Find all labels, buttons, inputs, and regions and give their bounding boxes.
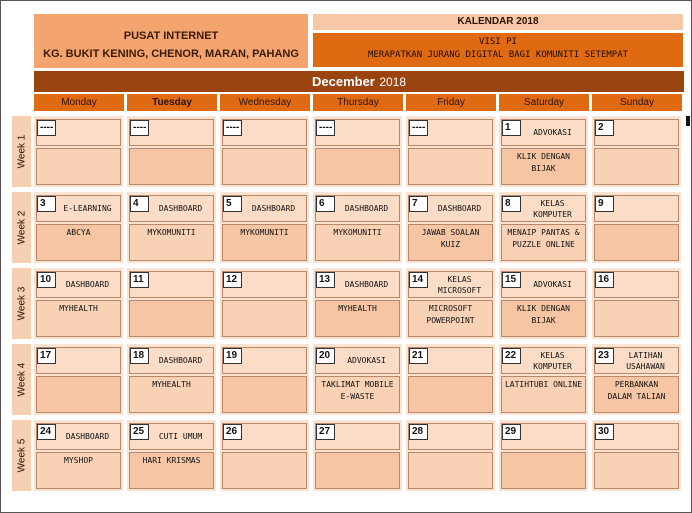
activity-label: DASHBOARD	[158, 356, 203, 365]
program-label: HARI KRISMAS	[142, 456, 201, 465]
date-number: 2	[595, 120, 614, 136]
day-header-sunday: Sunday	[592, 94, 682, 111]
month-year: 2018	[379, 75, 407, 89]
week-label-text: Week 1	[16, 134, 28, 169]
date-number: 28	[409, 424, 428, 440]
program-label: MYSHOP	[64, 456, 93, 465]
program-slot	[594, 148, 679, 185]
program-label: MYKOMUNITI	[333, 228, 382, 237]
activity-slot	[315, 271, 400, 298]
activity-label: LATIHAN USAHAWAN	[626, 350, 665, 371]
day-cell[interactable]	[34, 192, 123, 263]
activity-label	[522, 424, 583, 449]
day-cell[interactable]	[592, 420, 681, 491]
activity-label: E-LEARNING	[63, 204, 112, 213]
program-label: TAKLIMAT MOBILE E-WASTE	[321, 380, 394, 401]
activity-label: DASHBOARD	[344, 204, 389, 213]
activity-slot	[408, 271, 493, 298]
program-slot	[129, 452, 214, 489]
activity-label: KELAS MICROSOFT	[437, 274, 482, 295]
month-bar	[34, 71, 684, 92]
program-slot	[222, 452, 307, 489]
day-header-saturday: Saturday	[499, 94, 589, 111]
week-label	[12, 192, 31, 263]
program-slot	[501, 376, 586, 413]
activity-label	[243, 348, 304, 373]
activity-label: ADVOKASI	[347, 356, 386, 365]
day-cell[interactable]	[406, 192, 495, 263]
date-number: ----	[316, 120, 335, 136]
activity-label	[57, 348, 118, 373]
activity-slot	[36, 347, 121, 374]
day-header-friday: Friday	[406, 94, 496, 111]
activity-slot	[594, 195, 679, 222]
activity-slot	[501, 347, 586, 374]
month-name: December	[311, 74, 375, 89]
program-slot	[315, 376, 400, 413]
day-cell[interactable]	[127, 344, 216, 415]
day-cell[interactable]	[406, 344, 495, 415]
activity-label: KELAS KOMPUTER	[533, 198, 572, 219]
date-number: 27	[316, 424, 335, 440]
program-slot	[36, 148, 121, 185]
activity-slot	[36, 271, 121, 298]
week-label	[12, 116, 31, 187]
day-cell[interactable]	[313, 116, 402, 187]
day-cell[interactable]	[592, 268, 681, 339]
program-slot	[129, 300, 214, 337]
activity-slot	[594, 119, 679, 146]
date-number: ----	[223, 120, 242, 136]
activity-label	[615, 424, 676, 449]
activity-label: DASHBOARD	[251, 204, 296, 213]
date-number: 19	[223, 348, 242, 364]
date-number: 8	[502, 196, 521, 212]
day-cell[interactable]	[220, 192, 309, 263]
activity-slot	[408, 119, 493, 146]
program-slot	[408, 300, 493, 337]
date-number: 23	[595, 348, 614, 364]
program-slot	[408, 452, 493, 489]
program-slot	[36, 452, 121, 489]
day-header-tuesday: Tuesday	[127, 94, 217, 111]
day-cell[interactable]	[34, 116, 123, 187]
week-label-text: Week 2	[16, 210, 28, 245]
activity-label	[336, 120, 397, 145]
day-cell[interactable]	[313, 192, 402, 263]
date-number: 6	[316, 196, 335, 212]
activity-slot	[129, 347, 214, 374]
program-label: MYKOMUNITI	[240, 228, 289, 237]
activity-slot	[129, 195, 214, 222]
activity-label	[429, 120, 490, 145]
activity-label: CUTI UMUM	[158, 432, 203, 441]
day-cell[interactable]	[406, 116, 495, 187]
day-cell[interactable]	[220, 116, 309, 187]
activity-label	[615, 120, 676, 145]
day-cell[interactable]	[499, 344, 588, 415]
date-number: 18	[130, 348, 149, 364]
date-number: 10	[37, 272, 56, 288]
program-slot	[594, 376, 679, 413]
date-number: 26	[223, 424, 242, 440]
date-number: 16	[595, 272, 614, 288]
program-slot	[501, 224, 586, 261]
week-label-text: Week 3	[16, 286, 28, 321]
date-number: 24	[37, 424, 56, 440]
program-label: KLIK DENGAN BIJAK	[517, 152, 570, 173]
day-cell[interactable]	[220, 268, 309, 339]
week-label	[12, 268, 31, 339]
activity-slot	[222, 347, 307, 374]
activity-slot	[315, 119, 400, 146]
date-number: 22	[502, 348, 521, 364]
activity-slot	[222, 119, 307, 146]
date-number: 12	[223, 272, 242, 288]
day-cell[interactable]	[220, 344, 309, 415]
activity-slot	[129, 271, 214, 298]
program-slot	[315, 224, 400, 261]
program-label: ABCYA	[66, 228, 91, 237]
activity-slot	[594, 347, 679, 374]
week-label	[12, 344, 31, 415]
date-number: 1	[502, 120, 521, 136]
activity-label	[243, 424, 304, 449]
activity-label	[429, 424, 490, 449]
program-slot	[594, 224, 679, 261]
activity-label	[615, 272, 676, 297]
activity-slot	[129, 119, 214, 146]
day-cell[interactable]	[406, 268, 495, 339]
day-cell[interactable]	[313, 420, 402, 491]
week-label-text: Week 4	[16, 362, 28, 397]
date-number: ----	[37, 120, 56, 136]
day-cell[interactable]	[313, 268, 402, 339]
program-slot	[408, 224, 493, 261]
program-slot	[129, 376, 214, 413]
program-slot	[315, 300, 400, 337]
organization-header	[34, 14, 308, 68]
program-slot	[408, 148, 493, 185]
activity-label: DASHBOARD	[65, 432, 110, 441]
activity-label	[615, 196, 676, 221]
program-label: MYHEALTH	[152, 380, 191, 389]
program-slot	[36, 376, 121, 413]
program-slot	[36, 300, 121, 337]
activity-label: DASHBOARD	[158, 204, 203, 213]
activity-label: DASHBOARD	[65, 280, 110, 289]
activity-slot	[315, 195, 400, 222]
activity-label	[429, 348, 490, 373]
program-slot	[222, 148, 307, 185]
vision-title: VISI PI	[479, 37, 517, 47]
activity-slot	[501, 271, 586, 298]
day-cell[interactable]	[592, 344, 681, 415]
calendar-title: KALENDAR 2018	[313, 14, 683, 30]
day-cell[interactable]	[34, 268, 123, 339]
date-number: 25	[130, 424, 149, 440]
activity-slot	[501, 423, 586, 450]
day-cell[interactable]	[499, 420, 588, 491]
org-location: KG. BUKIT KENING, CHENOR, MARAN, PAHANG	[43, 48, 299, 60]
program-slot	[129, 224, 214, 261]
program-label: KLIK DENGAN BIJAK	[517, 304, 570, 325]
program-slot	[594, 452, 679, 489]
date-number: 3	[37, 196, 56, 212]
activity-label: ADVOKASI	[533, 280, 572, 289]
program-label: MICROSOFT POWERPOINT	[426, 304, 475, 325]
day-cell[interactable]	[127, 268, 216, 339]
date-number: 15	[502, 272, 521, 288]
day-cell[interactable]	[34, 344, 123, 415]
program-label: MYKOMUNITI	[147, 228, 196, 237]
activity-label	[57, 120, 118, 145]
week-label-text: Week 5	[16, 438, 28, 473]
day-cell[interactable]	[34, 420, 123, 491]
program-slot	[129, 148, 214, 185]
activity-slot	[222, 195, 307, 222]
activity-slot	[408, 347, 493, 374]
activity-label: DASHBOARD	[344, 280, 389, 289]
program-label: MYHEALTH	[338, 304, 377, 313]
date-number: 11	[130, 272, 149, 288]
program-slot	[315, 452, 400, 489]
activity-slot	[408, 195, 493, 222]
date-number: 9	[595, 196, 614, 212]
day-cell[interactable]	[313, 344, 402, 415]
activity-slot	[129, 423, 214, 450]
activity-label	[243, 272, 304, 297]
program-slot	[315, 148, 400, 185]
program-slot	[36, 224, 121, 261]
activity-slot	[36, 423, 121, 450]
edge-marker	[686, 116, 690, 126]
date-number: 7	[409, 196, 428, 212]
program-label: LATIHTUBI ONLINE	[504, 380, 583, 389]
program-label: PERBANKAN DALAM TALIAN	[607, 380, 666, 401]
date-number: 21	[409, 348, 428, 364]
date-number: 17	[37, 348, 56, 364]
program-slot	[222, 376, 307, 413]
program-slot	[594, 300, 679, 337]
date-number: 4	[130, 196, 149, 212]
date-number: 20	[316, 348, 335, 364]
activity-slot	[315, 347, 400, 374]
day-header-thursday: Thursday	[313, 94, 403, 111]
day-header-wednesday: Wednesday	[220, 94, 310, 111]
date-number: 29	[502, 424, 521, 440]
program-slot	[501, 148, 586, 185]
activity-slot	[408, 423, 493, 450]
date-number: ----	[409, 120, 428, 136]
date-number: 5	[223, 196, 242, 212]
activity-slot	[315, 423, 400, 450]
day-cell[interactable]	[127, 116, 216, 187]
day-cell[interactable]	[406, 420, 495, 491]
activity-slot	[594, 423, 679, 450]
activity-slot	[36, 119, 121, 146]
day-cell[interactable]	[499, 116, 588, 187]
date-number: 14	[409, 272, 428, 288]
program-slot	[222, 300, 307, 337]
day-cell[interactable]	[499, 268, 588, 339]
org-name: PUSAT INTERNET	[123, 30, 219, 42]
program-label: JAWAB SOALAN KUIZ	[421, 228, 480, 249]
vision-box	[313, 33, 683, 67]
day-cell[interactable]	[220, 420, 309, 491]
activity-slot	[222, 271, 307, 298]
program-label: MYHEALTH	[59, 304, 98, 313]
activity-label: KELAS KOMPUTER	[533, 350, 572, 371]
activity-label: ADVOKASI	[533, 128, 572, 137]
program-slot	[222, 224, 307, 261]
vision-text: MERAPATKAN JURANG DIGITAL BAGI KOMUNITI SETEMPAT	[367, 50, 629, 60]
day-cell[interactable]	[127, 192, 216, 263]
program-label: MENAIP PANTAS & PUZZLE ONLINE	[507, 228, 580, 249]
activity-slot	[36, 195, 121, 222]
day-cell[interactable]	[127, 420, 216, 491]
day-cell[interactable]	[499, 192, 588, 263]
activity-slot	[222, 423, 307, 450]
activity-label	[336, 424, 397, 449]
week-label	[12, 420, 31, 491]
activity-slot	[501, 195, 586, 222]
activity-slot	[501, 119, 586, 146]
activity-label	[150, 120, 211, 145]
activity-slot	[594, 271, 679, 298]
activity-label	[243, 120, 304, 145]
activity-label	[150, 272, 211, 297]
day-cell[interactable]	[592, 116, 681, 187]
program-slot	[408, 376, 493, 413]
date-number: ----	[130, 120, 149, 136]
day-header-monday: Monday	[34, 94, 124, 111]
activity-label: DASHBOARD	[437, 204, 482, 213]
date-number: 30	[595, 424, 614, 440]
date-number: 13	[316, 272, 335, 288]
program-slot	[501, 300, 586, 337]
day-cell[interactable]	[592, 192, 681, 263]
program-slot	[501, 452, 586, 489]
